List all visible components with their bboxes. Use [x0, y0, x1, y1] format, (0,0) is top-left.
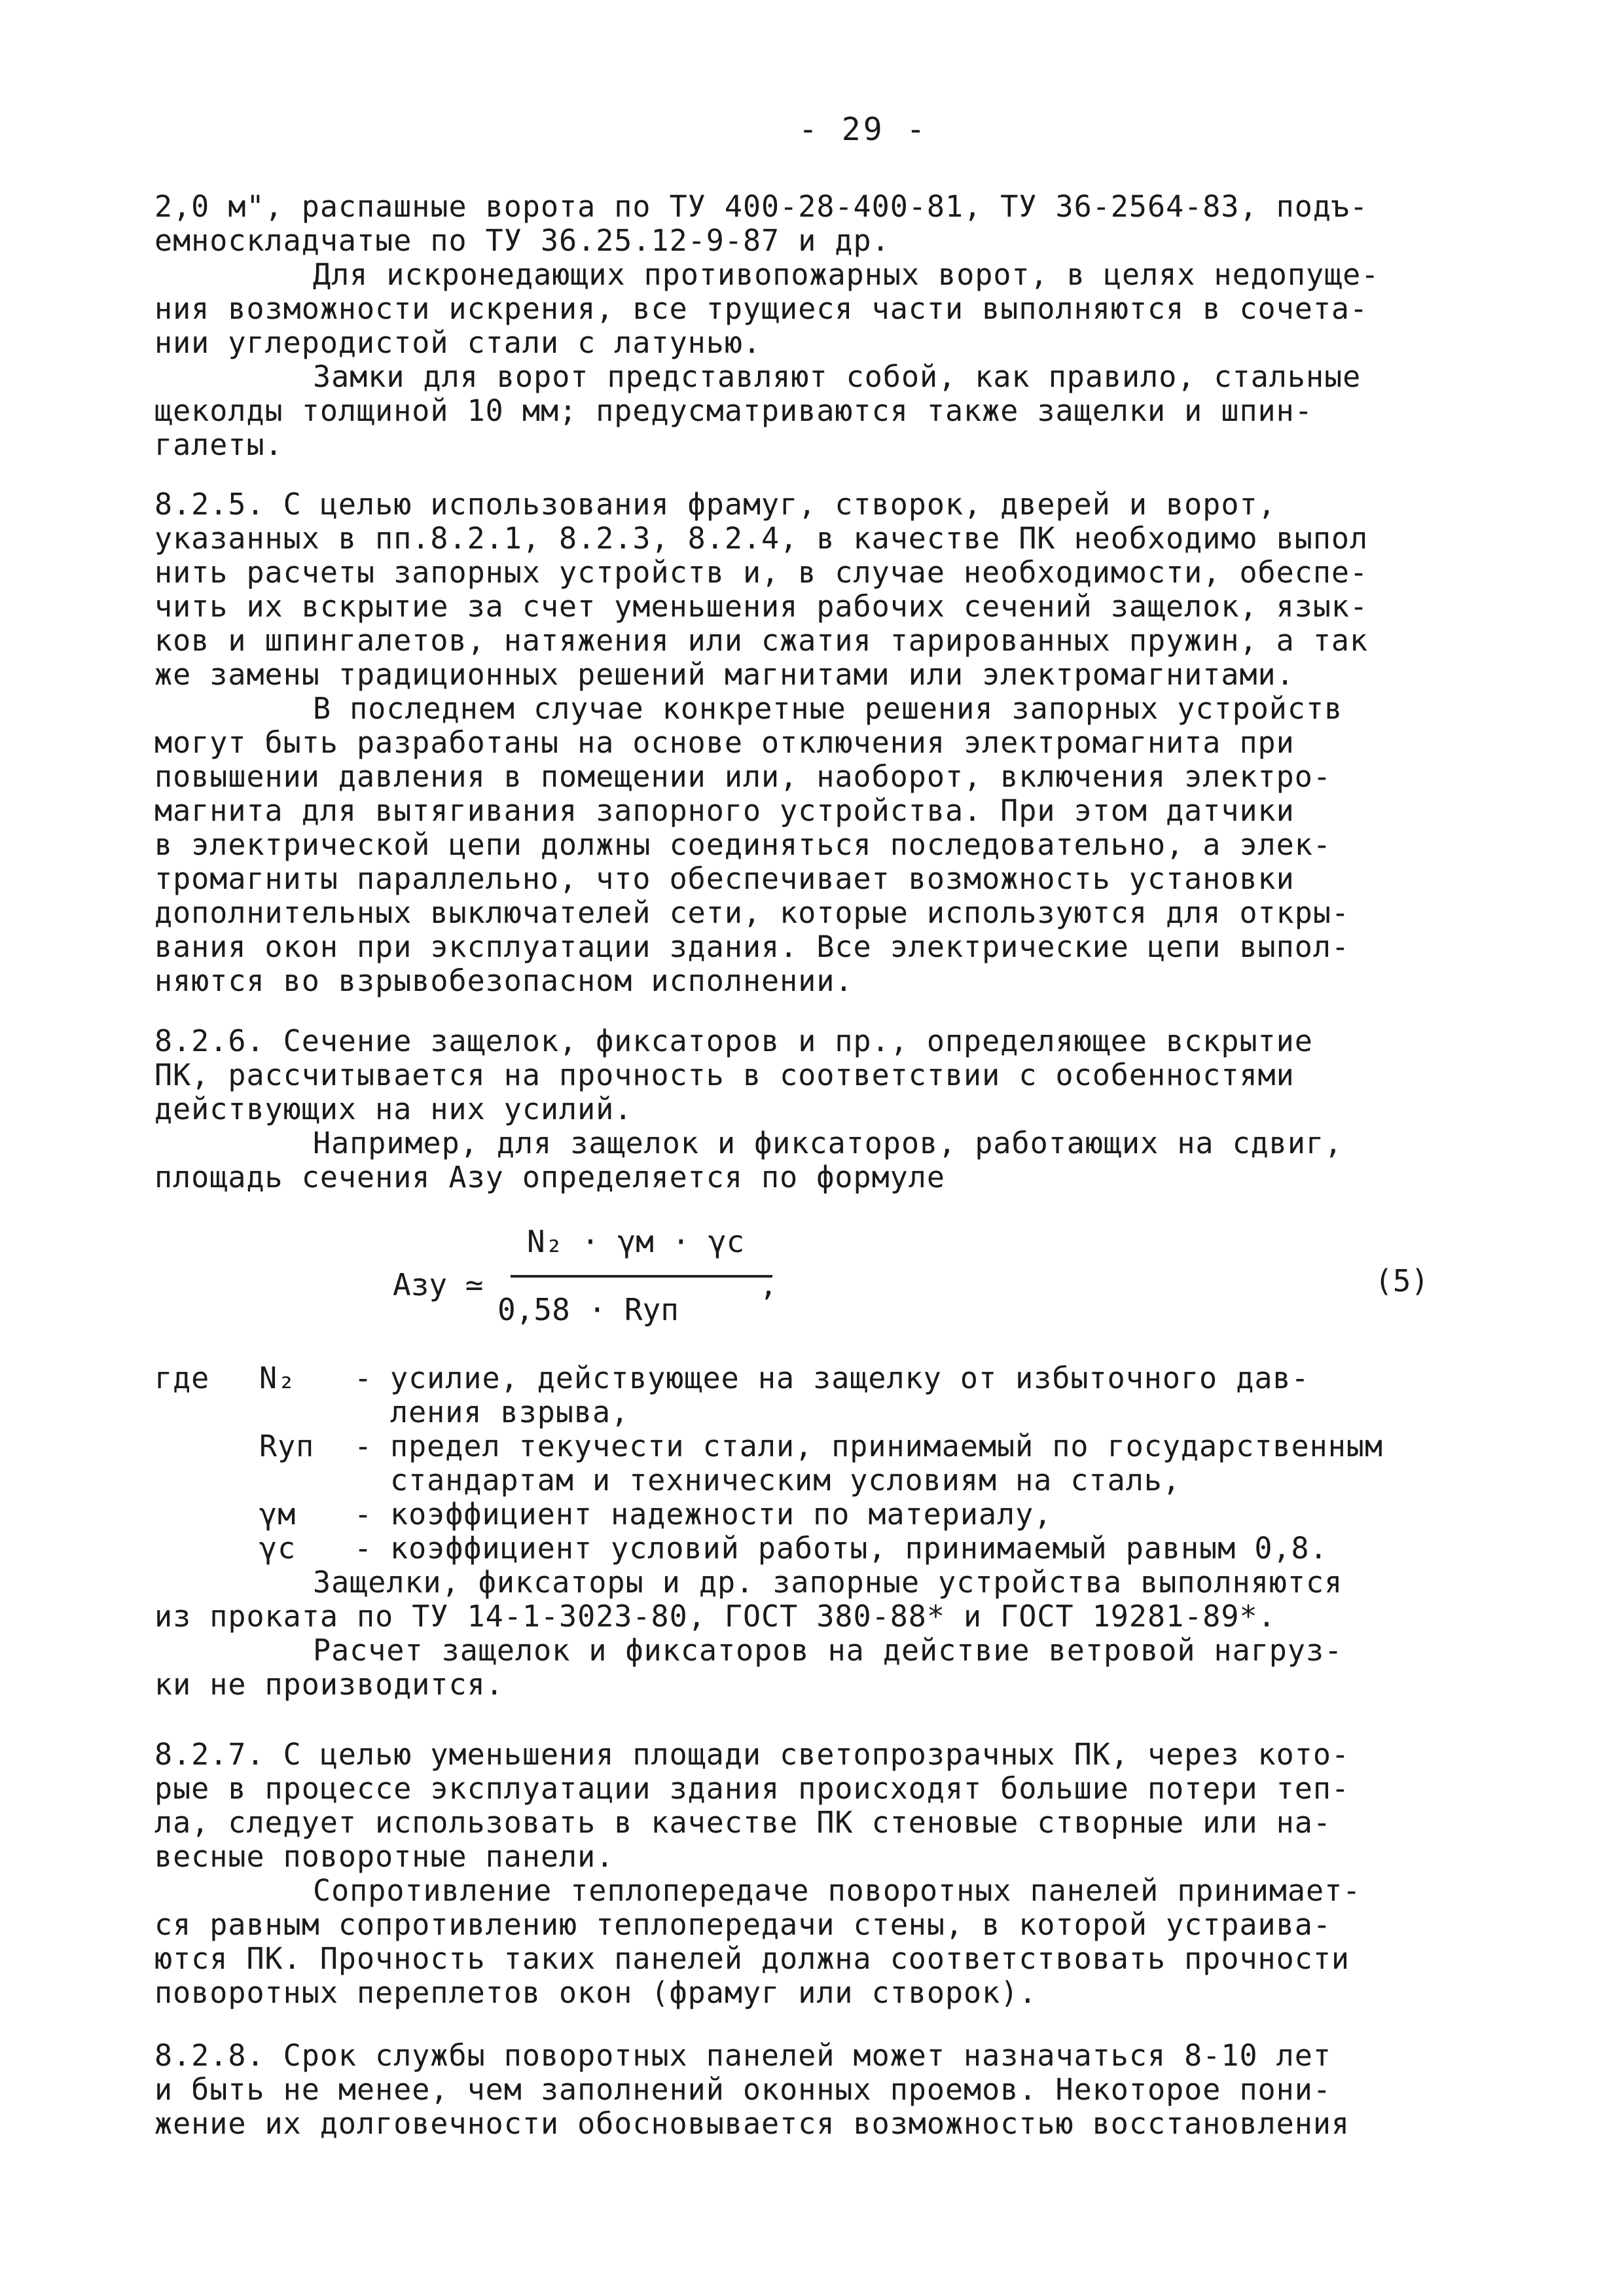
text-line: ков и шпингалетов, натяжения или сжатия тарированных пружин, а так: [154, 623, 1369, 658]
definition-symbol: Rуп: [259, 1429, 315, 1463]
page-number: - 29 -: [799, 111, 928, 148]
text-line: няются во взрывобезопасном исполнении.: [154, 963, 854, 998]
symbol-definitions: [154, 1361, 1483, 1702]
text-line: галеты.: [154, 427, 283, 462]
text-line: ки не производится.: [154, 1667, 504, 1702]
formula-comma: ,: [759, 1267, 778, 1302]
section-8-2-8: [154, 2039, 1483, 2141]
text-line: дополнительных выключателей сети, которые используются для откры-: [154, 895, 1350, 930]
definition-text: усилие, действующее на защелку от избыточного дав-: [390, 1361, 1310, 1395]
definition-symbol: γс: [259, 1531, 297, 1566]
definition-text: предел текучести стали, принимаемый по государственным: [390, 1429, 1383, 1463]
text-line: площадь сечения Aзу определяется по формуле: [154, 1160, 945, 1194]
text-line: Расчет защелок и фиксаторов на действие ветровой нагруз-: [313, 1633, 1343, 1668]
where-label: где: [154, 1361, 210, 1395]
paragraph-gates: [154, 190, 1483, 462]
definition-text: стандартам и техническим условиям на сталь,: [390, 1463, 1181, 1498]
text-line: ся равным сопротивлению теплопередачи стены, в которой устраива-: [154, 1907, 1331, 1942]
definition-symbol: γм: [259, 1497, 297, 1532]
definition-row: γс - коэффициент условий работы, принимаемый равным 0,8.: [259, 1531, 1328, 1566]
text-line: весные поворотные панели.: [154, 1839, 615, 1874]
text-line: указанных в пп.8.2.1, 8.2.3, 8.2.4, в качестве ПК необходимо выпол: [154, 521, 1369, 556]
definition-row: Rуп - предел текучести стали, принимаемый по государственным: [259, 1429, 1383, 1463]
text-line: 8.2.8. Срок службы поворотных панелей может назначаться 8-10 лет: [154, 2038, 1331, 2073]
text-line: нии углеродистой стали с латунью.: [154, 325, 762, 360]
text-line: и быть не менее, чем заполнений оконных проемов. Некоторое пони-: [154, 2072, 1331, 2107]
text-line: ла, следует использовать в качестве ПК стеновые створные или на-: [154, 1805, 1331, 1840]
text-line: 2,0 м", распашные ворота по ТУ 400-28-400-81, ТУ 36-2564-83, подъ-: [154, 189, 1369, 224]
text-line: 8.2.6. Сечение защелок, фиксаторов и пр., определяющее вскрытие: [154, 1024, 1313, 1058]
text-line: В последнем случае конкретные решения запорных устройств: [313, 691, 1343, 726]
text-line: ПК, рассчитывается на прочность в соответствии с особенностями: [154, 1058, 1295, 1092]
text-line: чить их вскрытие за счет уменьшения рабочих сечений защелок, язык-: [154, 589, 1369, 624]
definition-symbol: N₂: [259, 1361, 297, 1395]
text-line: из проката по ТУ 14-1-3023-80, ГОСТ 380-88* и ГОСТ 19281-89*.: [154, 1599, 1276, 1634]
definition-row: где N₂ - усилие, действующее на защелку от избыточного дав-: [154, 1361, 1310, 1395]
definition-row: γм - коэффициент надежности по материалу,: [259, 1497, 1053, 1532]
text-line: нить расчеты запорных устройств и, в случае необходимости, обеспе-: [154, 555, 1369, 590]
text-line: 8.2.7. С целью уменьшения площади светопрозрачных ПК, через кото-: [154, 1737, 1350, 1772]
fraction-bar: [511, 1275, 772, 1278]
equation-number: (5): [1375, 1263, 1430, 1299]
text-line: ния возможности искрения, все трущиеся части выполняются в сочета-: [154, 291, 1369, 326]
formula-denominator: 0,58 · Rуп: [497, 1292, 679, 1327]
text-line: Защелки, фиксаторы и др. запорные устройства выполняются: [313, 1565, 1343, 1600]
text-line: повышении давления в помещении или, наоборот, включения электро-: [154, 759, 1331, 794]
text-line: тромагниты параллельно, что обеспечивает возможность установки: [154, 861, 1295, 896]
text-line: же замены традиционных решений магнитами или электромагнитами.: [154, 657, 1295, 692]
section-8-2-5: [154, 488, 1483, 998]
text-line: вания окон при эксплуатации здания. Все электрические цепи выпол-: [154, 929, 1350, 964]
text-line: щеколды толщиной 10 мм; предусматриваются также защелки и шпин-: [154, 393, 1313, 428]
section-8-2-7: [154, 1738, 1483, 2010]
text-line: Замки для ворот представляют собой, как правило, стальные: [313, 359, 1362, 394]
definition-text: коэффициент надежности по материалу,: [390, 1497, 1053, 1532]
text-line: Сопротивление теплопередаче поворотных панелей принимает-: [313, 1873, 1362, 1908]
formula-5: [393, 1224, 1492, 1348]
definition-text: ления взрыва,: [390, 1395, 630, 1429]
text-line: действующих на них усилий.: [154, 1092, 633, 1126]
formula-lhs: Aзу ≃: [393, 1267, 484, 1302]
text-line: ются ПК. Прочность таких панелей должна соответствовать прочности: [154, 1941, 1350, 1976]
text-line: рые в процессе эксплуатации здания происходят большие потери теп-: [154, 1771, 1350, 1806]
text-line: Например, для защелок и фиксаторов, работающих на сдвиг,: [313, 1126, 1343, 1160]
definition-text: коэффициент условий работы, принимаемый равным 0,8.: [390, 1531, 1328, 1566]
text-line: поворотных переплетов окон (фрамуг или створок).: [154, 1975, 1038, 2010]
text-line: жение их долговечности обосновывается возможностью восстановления: [154, 2106, 1350, 2141]
text-line: Для искронедающих противопожарных ворот, в целях недопуще-: [313, 257, 1380, 292]
text-line: в электрической цепи должны соединяться последовательно, а элек-: [154, 827, 1331, 862]
formula-numerator: N₂ · γм · γс: [527, 1224, 745, 1259]
text-line: 8.2.5. С целью использования фрамуг, створок, дверей и ворот,: [154, 487, 1276, 522]
section-8-2-6: [154, 1024, 1483, 1194]
text-line: могут быть разработаны на основе отключения электромагнита при: [154, 725, 1295, 760]
text-line: емноскладчатые по ТУ 36.25.12-9-87 и др.: [154, 223, 890, 258]
text-line: магнита для вытягивания запорного устройства. При этом датчики: [154, 793, 1295, 828]
